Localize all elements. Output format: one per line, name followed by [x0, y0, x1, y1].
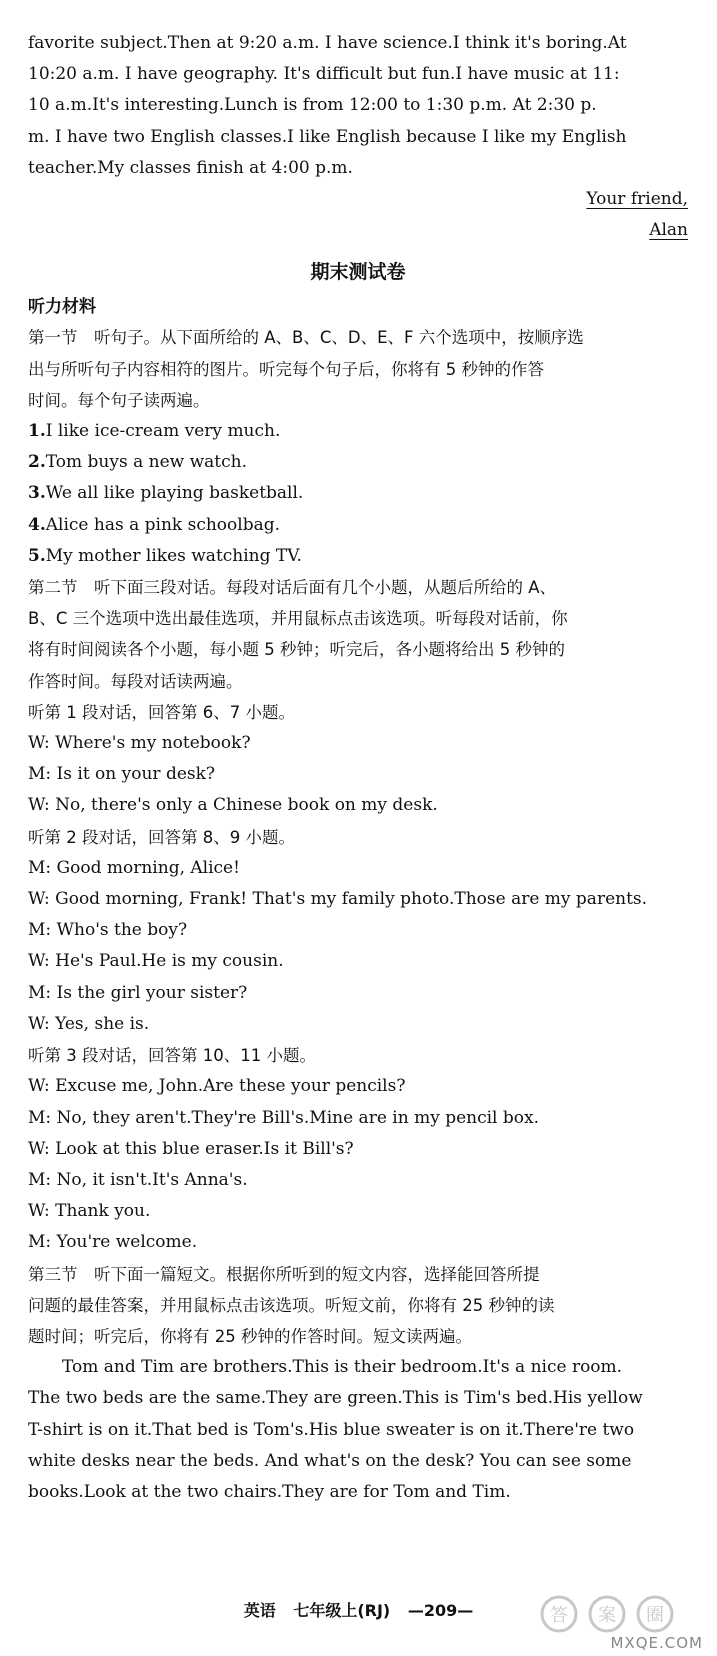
- dialogue-line: M: Is the girl your sister?: [28, 982, 248, 1003]
- dialogue-line: W: Look at this blue eraser.Is it Bill's?: [28, 1138, 354, 1159]
- sentence-number: 4.: [28, 514, 46, 535]
- part3-instructions: [28, 1259, 688, 1353]
- sentence-item: [28, 447, 688, 478]
- dialogue-line: M: No, it isn't.It's Anna's.: [28, 1169, 248, 1190]
- letter-line: m. I have two English classes.I like English because I like my English: [28, 126, 627, 147]
- instruction-line: 题时间；听完后，你将有 25 秒钟的作答时间。短文读两遍。: [28, 1326, 472, 1346]
- passage-line: Tom and Tim are brothers.This is their bedroom.It's a nice room.: [62, 1357, 623, 1378]
- instruction-line: B、C 三个选项中选出最佳选项，并用鼠标点击该选项。听每段对话前，你: [28, 609, 568, 629]
- part1-sentences: [28, 416, 688, 572]
- dialogue-line: M: Who's the boy?: [28, 920, 188, 941]
- dialogue-line: W: Good morning, Frank! That's my family photo.Those are my parents.: [28, 889, 648, 910]
- letter-line: 10 a.m.It's interesting.Lunch is from 12:00 to 1:30 p.m. At 2:30 p.: [28, 95, 597, 116]
- letter-closing: Your friend,: [586, 189, 688, 210]
- dialogue-line: M: No, they aren't.They're Bill's.Mine are in my pencil box.: [28, 1107, 540, 1128]
- passage-line: white desks near the beds. And what's on the desk? You can see some: [28, 1450, 632, 1471]
- dialogue-line: W: Where's my notebook?: [28, 733, 251, 754]
- dialogue3-intro: 听第 3 段对话，回答第 10、11 小题。: [28, 1046, 316, 1066]
- letter-signature: Alan: [649, 220, 688, 241]
- dialogue-line: W: He's Paul.He is my cousin.: [28, 951, 284, 972]
- section-heading: 听力材料: [28, 297, 96, 318]
- passage: [28, 1352, 688, 1508]
- sentence-text: We all like playing basketball.: [45, 483, 304, 504]
- dialogue2: [28, 853, 688, 1040]
- dialogue1: [28, 728, 688, 822]
- watermark-char: 圈: [646, 1605, 664, 1626]
- letter-line: favorite subject.Then at 9:20 a.m. I have science.I think it's boring.At: [28, 33, 627, 53]
- part1-instructions: [28, 322, 688, 416]
- sentence-item: [28, 416, 688, 447]
- letter-body: [28, 28, 688, 246]
- instruction-line: 第二节 听下面三段对话。每段对话后面有几个小题，从题后所给的 A、: [28, 578, 557, 598]
- dialogue3: [28, 1071, 688, 1258]
- watermark-char: 案: [598, 1605, 616, 1626]
- sentence-number: 3.: [28, 483, 46, 504]
- footer-grade: 七年级上(RJ): [293, 1601, 391, 1620]
- test-title: 期末测试卷: [310, 261, 406, 284]
- part2-instructions: [28, 572, 688, 697]
- instruction-line: 第一节 听句子。从下面所给的 A、B、C、D、E、F 六个选项中，按顺序选: [28, 328, 584, 348]
- dialogue-line: W: Yes, she is.: [28, 1013, 150, 1034]
- sentence-number: 1.: [28, 421, 46, 442]
- sentence-text: My mother likes watching TV.: [45, 545, 302, 566]
- watermark-text: MXQE.COM: [610, 1634, 703, 1652]
- instruction-line: 作答时间。每段对话读两遍。: [28, 671, 243, 691]
- instruction-line: 时间。每个句子读两遍。: [28, 390, 210, 410]
- sentence-item: [28, 541, 688, 572]
- passage-line: T-shirt is on it.That bed is Tom's.His blue sweater is on it.There're two: [28, 1419, 635, 1440]
- letter-line: teacher.My classes finish at 4:00 p.m.: [28, 157, 353, 178]
- sentence-item: [28, 510, 688, 541]
- sentence-item: [28, 478, 688, 509]
- instruction-line: 第三节 听下面一篇短文。根据你所听到的短文内容，选择能回答所提: [28, 1264, 540, 1284]
- dialogue-line: W: Excuse me, John.Are these your pencils?: [28, 1076, 406, 1097]
- instruction-line: 问题的最佳答案，并用鼠标点击该选项。听短文前，你将有 25 秒钟的读: [28, 1295, 555, 1315]
- dialogue-line: M: Is it on your desk?: [28, 764, 216, 785]
- dialogue-line: W: No, there's only a Chinese book on my desk.: [28, 795, 438, 816]
- sentence-text: Tom buys a new watch.: [45, 452, 247, 473]
- instruction-line: 将有时间阅读各个小题，每小题 5 秒钟；听完后，各小题将给出 5 秒钟的: [28, 640, 565, 660]
- sentence-text: I like ice-cream very much.: [45, 421, 281, 442]
- dialogue-line: M: You're welcome.: [28, 1232, 198, 1253]
- sentence-number: 2.: [28, 452, 46, 473]
- dialogue2-intro: 听第 2 段对话，回答第 8、9 小题。: [28, 827, 295, 847]
- footer-subject: 英语: [243, 1601, 276, 1620]
- footer-page-number: —209—: [407, 1601, 474, 1620]
- dialogue-line: W: Thank you.: [28, 1201, 151, 1222]
- passage-line: The two beds are the same.They are green.This is Tim's bed.His yellow: [28, 1388, 643, 1409]
- passage-line: books.Look at the two chairs.They are for Tom and Tim.: [28, 1481, 511, 1502]
- letter-line: 10:20 a.m. I have geography. It's difficult but fun.I have music at 11:: [28, 64, 620, 85]
- dialogue1-intro: 听第 1 段对话，回答第 6、7 小题。: [28, 702, 295, 722]
- document-page: [28, 28, 688, 1508]
- dialogue-line: M: Good morning, Alice!: [28, 857, 240, 878]
- sentence-number: 5.: [28, 545, 46, 566]
- sentence-text: Alice has a pink schoolbag.: [45, 514, 281, 535]
- watermark-char: 答: [550, 1605, 568, 1626]
- instruction-line: 出与所听句子内容相符的图片。听完每个句子后，你将有 5 秒钟的作答: [28, 359, 544, 379]
